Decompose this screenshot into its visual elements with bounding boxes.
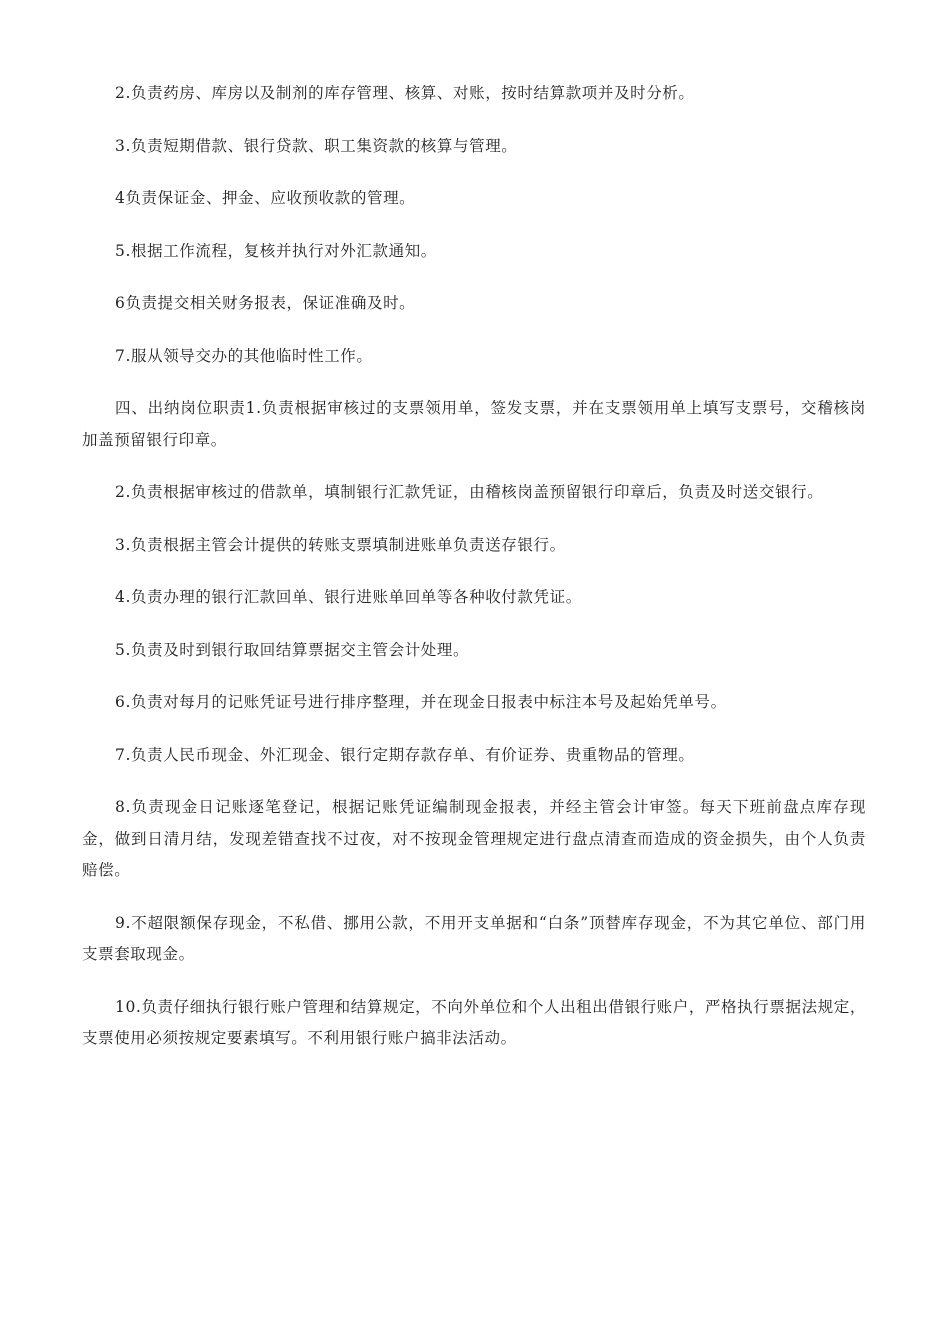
paragraph-remittance-review: 5.根据工作流程，复核并执行对外汇款通知。 xyxy=(115,241,437,260)
paragraph-cashier-duties-heading: 四、出纳岗位职责1.负责根据审核过的支票领用单，签发支票，并在支票领用单上填写支票号，交稽核岗加盖预留银行印章。 xyxy=(82,399,866,449)
paragraph-loan-slips: 2.负责根据审核过的借款单，填制银行汇款凭证，由稽核岗盖预留银行印章后，负责及时送交银行。 xyxy=(115,483,824,501)
paragraph-settlement-bills: 5.负责及时到银行取回结算票据交主管会计处理。 xyxy=(115,640,470,659)
paragraph-loans: 3.负责短期借款、银行贷款、职工集资款的核算与管理。 xyxy=(115,136,518,155)
paragraph-payment-vouchers: 4.负责办理的银行汇款回单、银行进账单回单等各种收付款凭证。 xyxy=(115,588,582,606)
paragraph-bank-accounts: 10.负责仔细执行银行账户管理和结算规定，不向外单位和个人出租出借银行账户，严格执行票据法规定，支票使用必须按规定要素填写。不利用银行账户搞非法活动。 xyxy=(82,997,866,1047)
paragraph-deposits: 4负责保证金、押金、应收预收款的管理。 xyxy=(115,189,416,207)
paragraph-pharmacy-inventory: 2.负责药房、库房以及制剂的库存管理、核算、对账，按时结算款项并及时分析。 xyxy=(115,84,695,102)
paragraph-cash-management: 7.负责人民币现金、外汇现金、银行定期存款存单、有价证券、贵重物品的管理。 xyxy=(115,745,695,764)
paragraph-cash-limits: 9.不超限额保存现金，不私借、挪用公款，不用开支单据和“白条”顶替库存现金，不为其它单位、部门用支票套取现金。 xyxy=(82,913,866,963)
document-body xyxy=(82,78,866,1076)
paragraph-voucher-sorting: 6.负责对每月的记账凭证号进行排序整理，并在现金日报表中标注本号及起始凭单号。 xyxy=(115,693,727,711)
paragraph-financial-reports: 6负责提交相关财务报表，保证准确及时。 xyxy=(115,294,416,312)
paragraph-transfer-checks: 3.负责根据主管会计提供的转账支票填制进账单负责送存银行。 xyxy=(115,535,566,554)
paragraph-other-tasks: 7.服从领导交办的其他临时性工作。 xyxy=(115,346,373,365)
paragraph-cash-journal: 8.负责现金日记账逐笔登记，根据记账凭证编制现金报表，并经主管会计审签。每天下班前盘点库存现金，做到日清月结，发现差错查找不过夜，对不按现金管理规定进行盘点清查而造成的资金损失，由个人负责赔偿。 xyxy=(82,798,866,879)
